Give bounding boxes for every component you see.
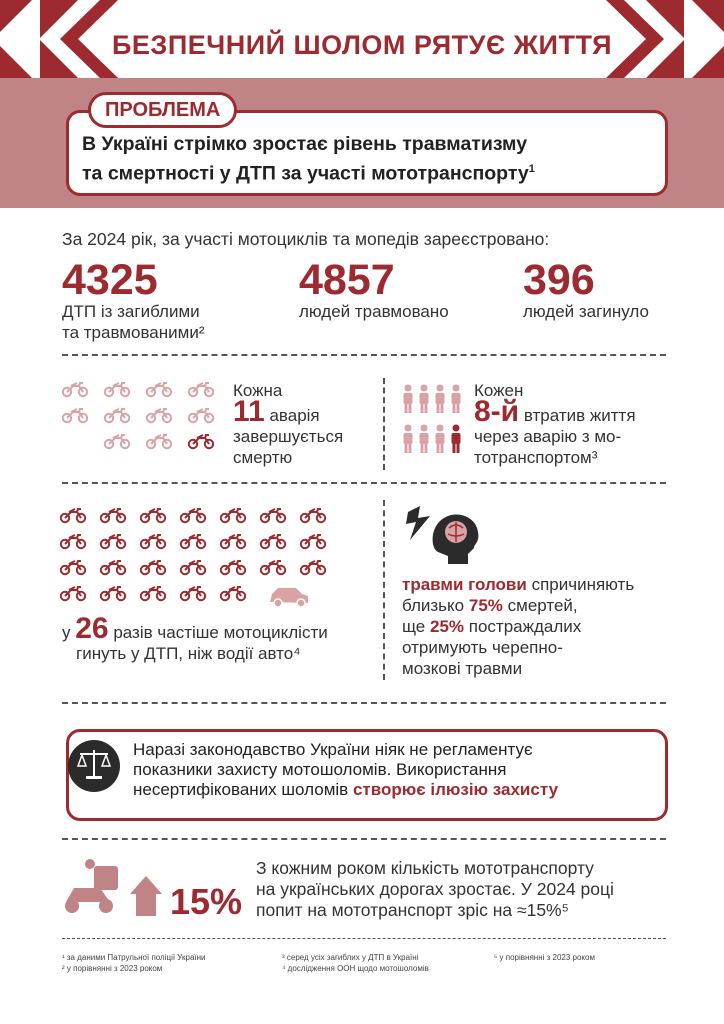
divider [62, 838, 666, 840]
growth-graphic [60, 858, 246, 922]
courier-scooter-icon [65, 859, 118, 913]
brain-icon [404, 506, 484, 566]
arrow-up-icon [130, 876, 162, 916]
victims-text: Кожен 8-й втратив життя через аварію з мо- тотранспортом³ [474, 381, 636, 467]
people-grid-8 [402, 384, 468, 462]
problem-statement [82, 132, 652, 187]
divider [62, 354, 666, 356]
lightning-icon [406, 506, 430, 540]
accidents-text: Кожна 11 аварія завершується смертю [233, 381, 344, 467]
stat-value-accidents: 4325 [62, 256, 158, 304]
divider [62, 702, 666, 704]
stat-caption-injured: людей травмовано [299, 302, 449, 321]
header-banner [0, 0, 724, 78]
stat-value-injured: 4857 [299, 256, 395, 304]
growth-text: З кожним роком кількість мототранспорту на українських дорогах зростає. У 2024 році попит на мототранспорт зріс на ≈15%⁵ [256, 858, 614, 920]
vertical-divider [383, 378, 385, 470]
page-title: БЕЗПЕЧНИЙ ШОЛОМ РЯТУЄ ЖИТТЯ [111, 30, 612, 60]
footnotes-col-2: ³ серед усіх загиблих у ДТП в Україні ⁴ дослідження ООН щодо мотошоломів [282, 953, 429, 973]
divider [62, 482, 666, 484]
stat-caption-killed: людей загинуло [523, 302, 649, 321]
problem-line-2: та смертності у ДТП за участі мототранспорту$^1$ [82, 162, 535, 185]
car-icon [270, 588, 308, 607]
footnotes-col-1: ¹ за даними Патрульної поліції України ² у порівнянні з 2023 роком [62, 953, 206, 973]
law-text: Наразі законодавство України ніяк не регламентує показники захисту мотошоломів. Використання несертифікованих шоломів створює ілюзію захисту [133, 740, 559, 799]
vertical-divider [383, 500, 385, 680]
moto-vs-car-text: у 26 разів частіше мотоциклісти гинуть у ДТП, ніж водії авто⁴ [62, 612, 328, 663]
footnotes-col-3: ⁵ у порівнянні з 2023 роком [494, 953, 595, 962]
moto-vs-car-number: 26 [75, 612, 109, 645]
divider [62, 938, 666, 939]
growth-percent: 15% [170, 881, 243, 922]
motorcycle-grid-26 [58, 506, 348, 610]
head-injury-text: травми голови спричиняють близько 75% смертей, ще 25% постраждалих отримують черепно- мозкові травми [402, 575, 635, 678]
accidents-number: 11 [233, 395, 265, 428]
problem-line-1: В Україні стрімко зростає рівень травматизму [82, 133, 528, 155]
motorcycle-grid-11 [60, 380, 228, 460]
stat-value-killed: 396 [523, 256, 595, 304]
scales-icon [66, 738, 122, 794]
stats-intro: За 2024 рік, за участі мотоциклів та мопедів зареєстровано: [62, 229, 550, 249]
victims-number: 8-й [474, 395, 520, 428]
stat-caption-accidents: ДТП із загиблими та травмованими² [62, 302, 205, 342]
problem-tag: ПРОБЛЕМА [88, 92, 237, 128]
